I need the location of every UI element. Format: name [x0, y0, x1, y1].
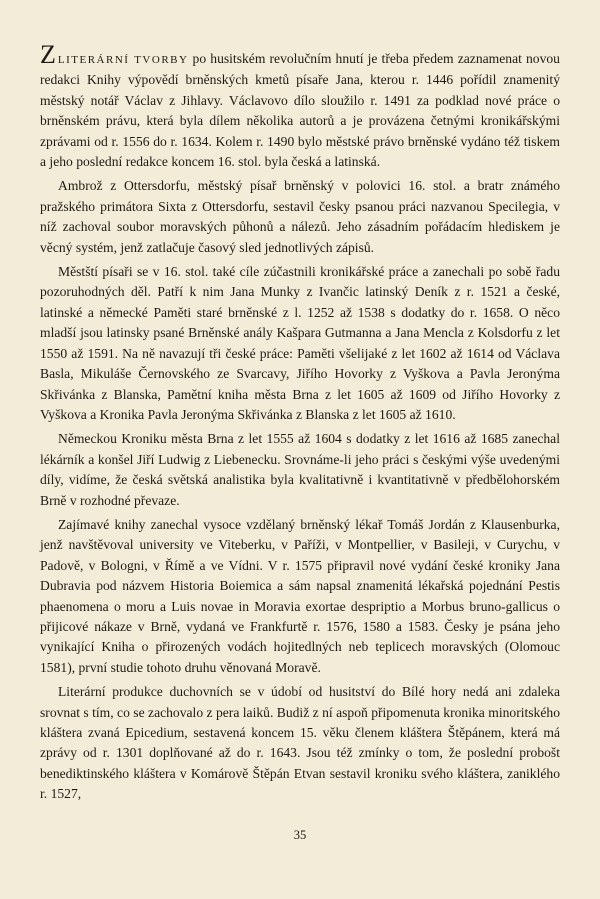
intro-paragraph: [40, 40, 560, 172]
intro-text: po husitském revolučním hnutí je třeba předem zaznamenat novou redakci Knihy výpovědí brněnských kmetů písaře Jana, kterou r. 1446 pořídil znamenitý městský notář Václav z Jihlavy. Václavovo dílo sloužilo r. 1491 za podklad nové práce o brněnském právu, která byla dílem několika autorů a je provázena četnými kronikářskými zprávami od r. 1556 do r. 1634. Kolem r. 1490 bylo městské právo brněnské vydáno též tiskem a jeho poslední redakce koncem 16. stol. byla česká a latinská.: [40, 51, 560, 170]
paragraph-4: Zajímavé knihy zanechal vysoce vzdělaný brněnský lékař Tomáš Jordán z Klausenburka, jenž navštěvoval university ve Viteberku, v Paříži, v Montpellier, v Basileji, v Curychu, v Padově, v Bologni, v Římě a ve Vídni. V r. 1575 připravil nové vydání české kroniky Jana Dubravia pod názvem Historia Boiemica a sám napsal znamenitá lékařská pojednání Pestis phaenomena o moru a Luis novae in Moravia exortae despriptio a Morbus bruno-gallicus o přijicové nákaze v Brně, vydaná ve Frankfurtě r. 1576, 1580 a 1583. Česky je psána jeho vynikající Kniha o přirozených vodách hojitedlných neb teplicech moravských (Olomouc 1581), první studie tohoto druhu věnovaná Moravě.: [40, 516, 560, 675]
paragraph-3: Německou Kroniku města Brna z let 1555 až 1604 s dodatky z let 1616 až 1685 zanechal lékárník a konšel Jiří Ludwig z Liebenecku. Srovnáme-li jeho práci s českými výše uvedenými díly, vidíme, že česká světská analistika byla kvalitativně i kvantitativně v předbělohorském Brně v rozhodné převaze.: [40, 431, 560, 508]
paragraph-5: Literární produkce duchovních se v údobí od husitství do Bílé hory nedá ani zdaleka srovnat s tím, co se zachovalo z pera laiků. Budiž z ní aspoň připomenuta kronika minoritského kláštera zvaná Epicedium, sestavená koncem 15. věku členem kláštera Štěpánem, která má zprávy od r. 1301 doplňované až do r. 1643. Jsou též zmínky o tom, že poslední probošt benediktinského kláštera v Komárově Štěpán Etvan sestavil kroniku svého kláštera, zaniklého r. 1527,: [40, 684, 560, 802]
paragraph-2: Městští písaři se v 16. stol. také cíle zúčastnili kronikářské práce a zanechali po sobě řadu pozoruhodných děl. Patří k nim Jana Munky z Ivančic latinský Deník z r. 1521 a české, latinské a německé Paměti staré brněnské z l. 1252 až 1538 s dodatky do r. 1658. O něco mladší jsou latinsky psané Brněnské anály Kašpara Gutmanna a Jana Mencla z Kolsdorfu z let 1550 až 1591. Na ně navazují tři české práce: Paměti všelijaké z let 1602 až 1614 od Václava Basla, Mikuláše Černovského ze Svarcavy, Jiřího Hovorky z Vyškova a Pavla Jeronýma Skřivánka z Blanska, Pamětní kniha města Brna z let 1605 až 1609 od Jiřího Hovorky z Vyškova a Kronika Pavla Jeronýma Skřivánka z Blanska z let 1605 až 1610.: [40, 264, 560, 422]
drop-cap: Z: [40, 40, 56, 69]
page-number: 35: [293, 828, 307, 842]
body-text: [40, 40, 560, 805]
intro-smallcaps: LITERÁRNÍ TVORBY: [57, 54, 189, 66]
paragraph-1: Ambrož z Ottersdorfu, městský písař brněnský v polovici 16. stol. a bratr známého pražského primátora Sixta z Ottersdorfu, sestavil česky psanou práci nazvanou Specilegia, v níž zachoval soubor moravských půhonů a nálezů. Jeho zásadním pořádacím hlediskem je věcný systém, jenž zatlačuje časový sled jednotlivých zápisů.: [40, 178, 560, 255]
